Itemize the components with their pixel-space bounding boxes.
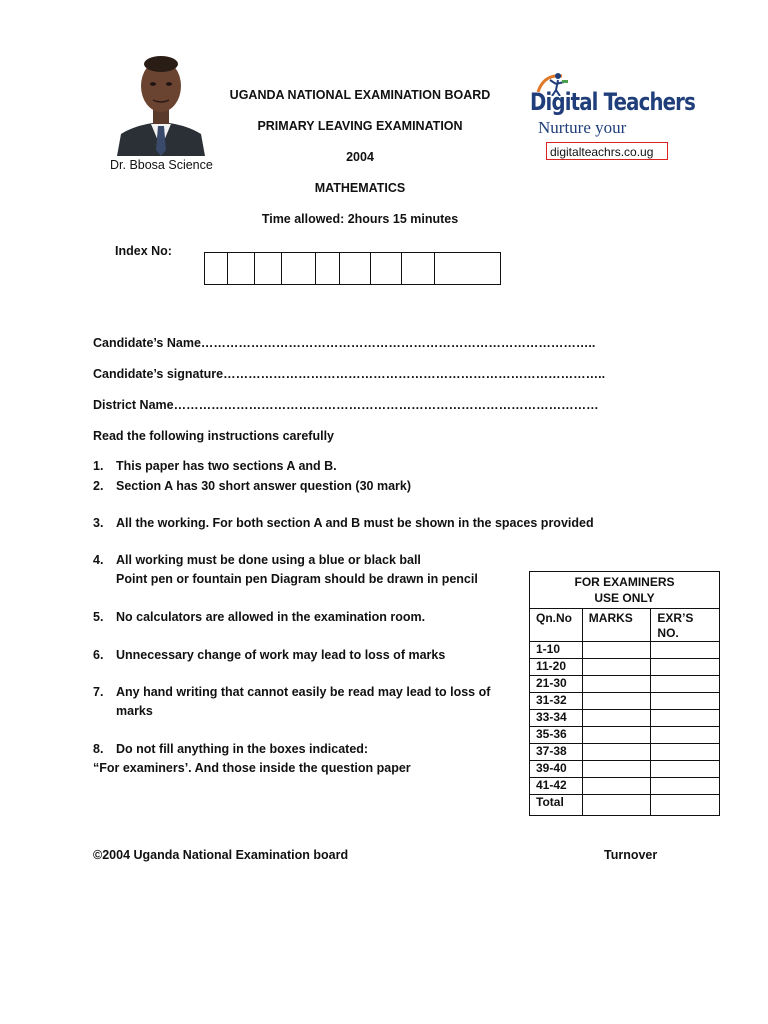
index-box[interactable] bbox=[402, 253, 435, 284]
exr-cell[interactable] bbox=[651, 761, 720, 778]
table-row: 1-10 bbox=[530, 642, 720, 659]
district-name-field[interactable]: District Name………………………………………………………………………………………… bbox=[93, 398, 599, 412]
exam-year: 2004 bbox=[346, 150, 374, 164]
subject-title: MATHEMATICS bbox=[314, 181, 406, 195]
marks-cell[interactable] bbox=[582, 676, 651, 693]
marks-cell[interactable] bbox=[582, 727, 651, 744]
instructions-heading: Read the following instructions carefully bbox=[93, 429, 335, 443]
turnover-label: Turnover bbox=[604, 848, 658, 862]
exr-cell[interactable] bbox=[651, 727, 720, 744]
index-box[interactable] bbox=[371, 253, 402, 284]
candidate-signature-field[interactable]: Candidate’s signature……………………………………………………………………………….. bbox=[93, 367, 606, 381]
marks-cell[interactable] bbox=[582, 744, 651, 761]
copyright-notice: ©2004 Uganda National Examination board bbox=[93, 848, 349, 862]
table-row: 39-40 bbox=[530, 761, 720, 778]
table-row: 11-20 bbox=[530, 659, 720, 676]
table-row: 31-32 bbox=[530, 693, 720, 710]
logo-url[interactable]: digitalteachrs.co.ug bbox=[546, 142, 668, 160]
marks-cell[interactable] bbox=[582, 710, 651, 727]
index-box[interactable] bbox=[282, 253, 316, 284]
exr-cell[interactable] bbox=[651, 642, 720, 659]
photo-caption: Dr. Bbosa Science bbox=[110, 158, 213, 172]
exr-cell[interactable] bbox=[651, 744, 720, 761]
marks-cell[interactable] bbox=[582, 778, 651, 795]
index-box[interactable] bbox=[435, 253, 501, 284]
table-row-total: Total bbox=[530, 795, 720, 816]
column-header-exr: EXR’S NO. bbox=[651, 609, 720, 642]
examiners-table bbox=[529, 571, 720, 816]
digital-teachers-logo bbox=[528, 70, 698, 162]
index-number-boxes[interactable] bbox=[204, 252, 501, 285]
index-box[interactable] bbox=[316, 253, 340, 284]
exr-cell[interactable] bbox=[651, 710, 720, 727]
table-row: 21-30 bbox=[530, 676, 720, 693]
author-photo bbox=[117, 52, 205, 156]
index-box[interactable] bbox=[255, 253, 282, 284]
exr-cell[interactable] bbox=[651, 676, 720, 693]
candidate-name-field[interactable]: Candidate’s Name………………………………………………………………………………….. bbox=[93, 336, 596, 350]
exr-cell[interactable] bbox=[651, 795, 720, 816]
index-label: Index No: bbox=[115, 244, 172, 258]
marks-cell[interactable] bbox=[582, 642, 651, 659]
marks-cell[interactable] bbox=[582, 693, 651, 710]
logo-title: Digital Teachers bbox=[530, 88, 695, 116]
time-allowed: Time allowed: 2hours 15 minutes bbox=[261, 212, 459, 226]
marks-cell[interactable] bbox=[582, 659, 651, 676]
exr-cell[interactable] bbox=[651, 778, 720, 795]
index-box[interactable] bbox=[228, 253, 255, 284]
column-header-marks: MARKS bbox=[582, 609, 651, 642]
marks-cell[interactable] bbox=[582, 795, 651, 816]
column-header-qn: Qn.No bbox=[530, 609, 583, 642]
table-row: 37-38 bbox=[530, 744, 720, 761]
index-box[interactable] bbox=[340, 253, 371, 284]
exam-title: PRIMARY LEAVING EXAMINATION bbox=[257, 119, 463, 133]
exr-cell[interactable] bbox=[651, 659, 720, 676]
table-row: 35-36 bbox=[530, 727, 720, 744]
marks-cell[interactable] bbox=[582, 761, 651, 778]
board-title: UGANDA NATIONAL EXAMINATION BOARD bbox=[229, 88, 491, 102]
table-row: 33-34 bbox=[530, 710, 720, 727]
logo-tagline: Nurture your bbox=[538, 118, 627, 137]
index-box[interactable] bbox=[205, 253, 228, 284]
table-row: 41-42 bbox=[530, 778, 720, 795]
examiners-table-title: FOR EXAMINERS USE ONLY bbox=[530, 572, 720, 609]
exr-cell[interactable] bbox=[651, 693, 720, 710]
